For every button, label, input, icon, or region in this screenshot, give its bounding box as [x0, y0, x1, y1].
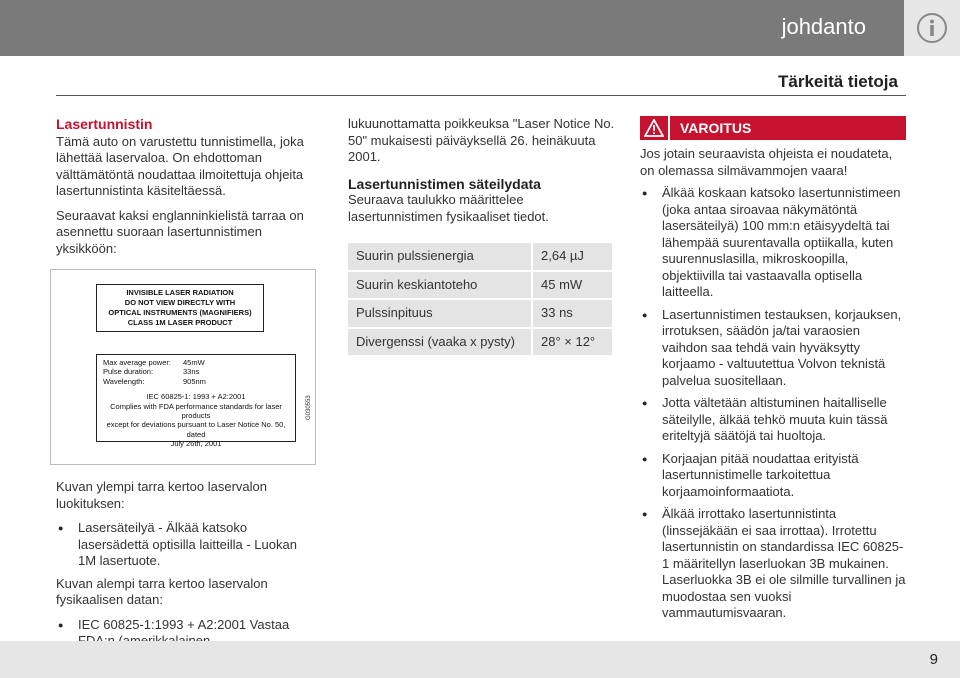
table-row	[348, 299, 612, 328]
paragraph: Seuraavat kaksi englanninkielistä tarraa on asennettu suoraan lasertunnistimen yksikköön:	[56, 207, 304, 256]
page-header	[0, 0, 960, 56]
table-key: Pulssinpituus	[348, 299, 532, 328]
label-code: G030553	[306, 395, 312, 420]
label-iec: IEC 60825-1: 1993 + A2:2001	[146, 392, 246, 402]
warning-list	[640, 185, 906, 622]
table-row	[348, 243, 612, 271]
bullet-list	[56, 520, 306, 570]
page-number: 9	[929, 651, 938, 668]
list-item: ● Korjaajan pitää noudattaa erityistä lasertunnistimelle tarkoitettua korjaamoinformaatiota.	[640, 451, 906, 501]
list-item: ● Lasertunnistimen testauksen, korjauksen, irrotuksen, säädön ja/tai varaosien vaihdon saa tehdä vain hyväksytty korjaamo - valtuutettua Volvon teknistä palvelua suositellaan.	[640, 307, 906, 390]
table-key: Suurin keskiantoteho	[348, 271, 532, 300]
label-value: 905nm	[183, 376, 206, 386]
paragraph: Tämä auto on varustettu tunnistimella, joka lähettää laservaloa. On ehdottoman välttämätöntä noudattaa ilmoitettuja ohjeita lasertunnistinta käsiteltäessä.	[56, 133, 304, 198]
label-line: INVISIBLE LASER RADIATION	[126, 288, 234, 297]
laser-label-image	[50, 269, 316, 465]
list-item: ● Jotta vältetään altistuminen haitalliselle säteilylle, älkää tehkö muuta kuin tässä eriteltyjä säätöjä tai huoltoja.	[640, 395, 906, 445]
label-line: DO NOT VIEW DIRECTLY WITH	[124, 298, 236, 307]
table-value: 45 mW	[532, 271, 612, 300]
info-icon-box	[904, 0, 960, 56]
paragraph: Seuraava taulukko määrittelee lasertunnistimen fysikaaliset tiedot.	[348, 192, 549, 224]
list-item: ● Älkää koskaan katsoko lasertunnistimeen (joka antaa siroavaa näkymätöntä lasersäteilyä) 100 mm:n etäisyydeltä tai lähempää suurentavalla optiikalla, kuten suurennuslasilla, mikroskoopilla, objektiivilla tai vastaavalla optisella laitteella.	[640, 185, 906, 301]
radiation-data-table	[348, 243, 612, 357]
warning-label: VAROITUS	[680, 119, 752, 136]
table-value: 28° × 12°	[532, 328, 612, 357]
label-line: OPTICAL INSTRUMENTS (MAGNIFIERS)	[108, 308, 252, 317]
label-date: July 26th, 2001	[170, 439, 222, 449]
table-row	[348, 271, 612, 300]
label-value: 33ns	[183, 367, 200, 377]
page-footer	[0, 641, 960, 678]
paragraph: lukuunottamatta poikkeuksa "Laser Notice No. 50" mukaisesti päiväyksellä 26. heinäkuuta 2001.	[348, 116, 615, 164]
specification-label	[96, 354, 296, 449]
paragraph: Kuvan alempi tarra kertoo laservalon fysikaalisen datan:	[56, 575, 268, 607]
list-item: ● IEC 60825-1:1993 + A2:2001 Vastaa	[56, 617, 306, 678]
warning-intro: Jos jotain seuraavista ohjeista ei noudateta, on olemassa silmävammojen vaara!	[640, 146, 893, 178]
heading-saeteilydata: Lasertunnistimen säteilydata	[348, 175, 541, 192]
label-key: Pulse duration:	[103, 367, 154, 377]
paragraph: Kuvan ylempi tarra kertoo laservalon luokituksen:	[56, 479, 267, 511]
column-1	[56, 116, 312, 678]
warning-triangle-icon	[640, 116, 670, 140]
info-circle-icon	[916, 12, 948, 44]
column-3	[640, 116, 906, 628]
list-item: ● Lasersäteilyä - Älkää katsoko lasersädettä optisilla laitteilla - Luokan 1M lasertuote.	[56, 520, 306, 570]
table-row	[348, 328, 612, 357]
table-value: 33 ns	[532, 299, 612, 328]
label-value: 45mW	[183, 358, 205, 367]
list-item: ● Älkää irrottako lasertunnistinta (linssejäkään ei saa irrottaa). Irrotettu lasertunnistin on standardissa IEC 60825-1 määritellyn laserluokan 3B mukainen. Laserluokka 3B ei ole silmille turvallinen ja muodostaa sen vuoksi vammautumisvaaran.	[640, 506, 906, 622]
section-title	[56, 70, 906, 96]
label-line: CLASS 1M LASER PRODUCT	[127, 318, 233, 327]
label-key: Wavelength:	[103, 376, 145, 386]
table-value: 2,64 µJ	[532, 243, 612, 271]
heading-lasertunnistin: Lasertunnistin	[56, 116, 153, 132]
label-fda: Complies with FDA performance standards for laser products	[110, 401, 282, 421]
warning-banner	[640, 116, 906, 140]
table-key: Divergenssi (vaaka x pysty)	[348, 328, 532, 357]
table-key: Suurin pulssienergia	[348, 243, 532, 271]
label-fda: except for deviations pursuant to Laser Notice No. 50, dated	[106, 420, 286, 439]
column-2	[348, 116, 618, 357]
chapter-title: johdanto	[781, 14, 866, 39]
warning-label	[96, 284, 264, 332]
section-title-text: Tärkeitä tietoja	[778, 72, 898, 91]
label-key: Max average power:	[103, 358, 171, 367]
